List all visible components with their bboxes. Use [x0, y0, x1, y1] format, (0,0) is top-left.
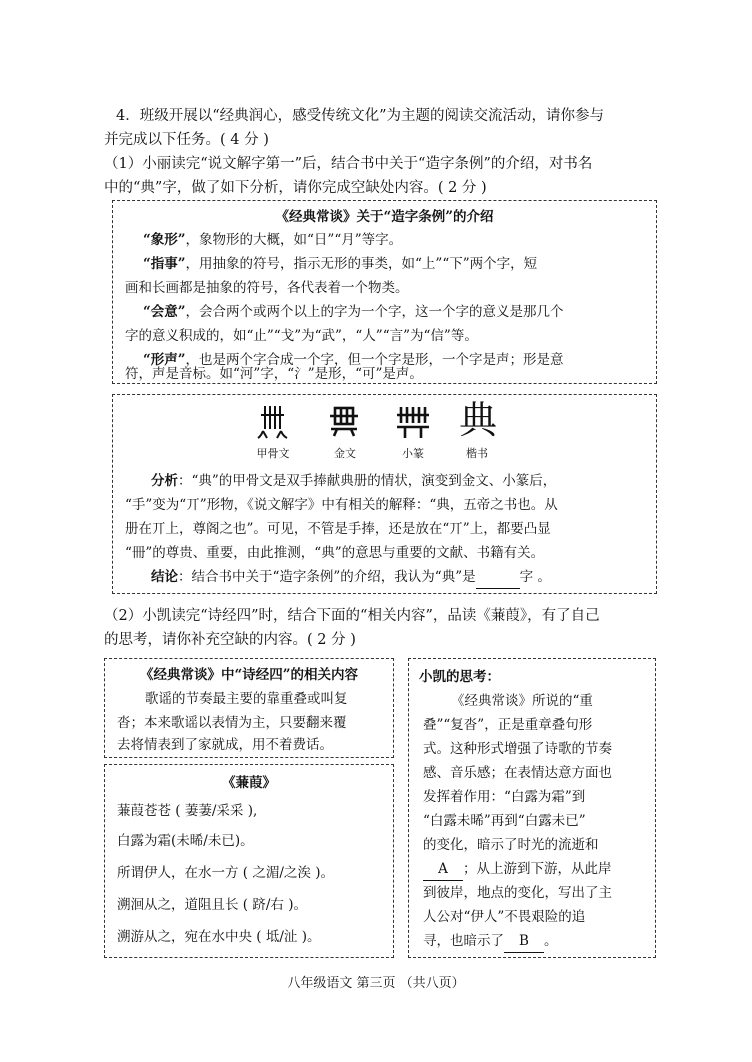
- poem-title: 《蒹葭》: [222, 775, 276, 791]
- xingsheng-line2: 符，声是音标。如“河”字，“氵”是形，“可”是声。: [125, 366, 423, 382]
- box1-title: 《经典常谈》关于“造字条例”的介绍: [275, 209, 494, 225]
- blank-a[interactable]: A: [423, 859, 463, 881]
- q4-intro-line2: 并完成以下任务。( 4 分 ): [104, 132, 269, 148]
- box3-line1: 歌谣的节奏最主要的靠重叠或叫复: [145, 691, 348, 707]
- xingsheng-line: “形声”，也是两个字合成一个字，但一个字是形，一个字是声；形是意: [143, 352, 564, 368]
- poem-line3: 所谓伊人，在水一方 ( 之湄/之涘 )。: [117, 865, 334, 881]
- box3-title: 《经典常谈》中“诗经四”的相关内容: [139, 667, 359, 683]
- zhishi-line: “指事”，用抽象的符号，指示无形的事类，如“上”“下”两个字，短: [143, 256, 538, 272]
- think-line10: 人公对“伊人”不畏艰险的追: [423, 909, 586, 925]
- label-xiaozhuan: 小篆: [402, 447, 424, 460]
- label-jinwen: 金文: [334, 447, 356, 460]
- think-line1: 《经典常谈》所说的“重: [451, 693, 593, 709]
- think-line9: 到彼岸，地点的变化，写出了主: [423, 885, 612, 901]
- huiyi-line2: 字的意义积成的，如“止”“戈”为“武”，“人”“言”为“信”等。: [125, 328, 478, 344]
- xiangxing-line: “象形”，象物形的大概，如“日”“月”等字。: [143, 232, 403, 248]
- poem-line2: 白露为霜(未晞/未已)。: [117, 833, 254, 849]
- kaishu-dian-glyph: 典: [458, 398, 497, 442]
- think-line3: 式。这种形式增强了诗歌的节奏: [423, 741, 612, 757]
- think-line7: 的变化，暗示了时光的流逝和: [423, 837, 599, 853]
- label-kaishu: 楷书: [466, 447, 488, 460]
- zaozi-tiaoli-box: [112, 200, 657, 384]
- page-footer: 八年级语文 第三页 （共八页）: [287, 976, 465, 991]
- q4-intro-line1: 4．班级开展以“经典润心，感受传统文化”为主题的阅读交流活动，请你参与: [116, 108, 605, 124]
- jiaguwen-dian-glyph: [255, 403, 291, 441]
- conclusion-line: 结论：结合书中关于“造字条例”的介绍，我认为“典”是 字 。: [151, 567, 551, 589]
- dian-analysis-box: [112, 394, 657, 594]
- blank-b[interactable]: B: [504, 931, 544, 953]
- poem-line1: 蒹葭苍苍 ( 萋萋/采采 ),: [117, 803, 258, 819]
- zhishi-line2: 画和长画都是抽象的符号，各代表着一个物类。: [125, 280, 409, 296]
- huiyi-line: “会意”，会合两个或两个以上的字为一个字，这一个字的意义是那几个: [143, 304, 564, 320]
- think-line6: “白露未晞”再到“白露未已”: [423, 813, 586, 829]
- think-line4: 感、音乐感；在表情达意方面也: [423, 765, 612, 781]
- q4-part2-line2: 的思考，请你补充空缺的内容。( 2 分 ): [104, 632, 356, 648]
- q4-part2-line1: （2）小凯读完“诗经四”时，结合下面的“相关内容”，品读《蒹葭》，有了自己: [104, 608, 600, 624]
- xiaokai-thinking-box: [408, 658, 656, 958]
- think-line8: A ；从上游到下游，从此岸: [423, 859, 612, 881]
- think-line11: 寻，也暗示了 B 。: [423, 931, 558, 953]
- box3-line2: 沓；本来歌谣以表情为主，只要翻来覆: [117, 715, 347, 731]
- analysis-line3: 册在丌上，尊阁之也”。可见，不管是手捧，还是放在“丌”上，都要凸显: [125, 521, 551, 537]
- analysis-line2: “手”变为“丌”形物，《说文解字》中有相关的解释：“典，五帝之书也。从: [125, 497, 558, 513]
- jianjia-poem-box: [104, 764, 394, 958]
- think-line5: 发挥着作用：“白露为霜”到: [423, 789, 586, 805]
- box3-line3: 去将情表到了家就成，用不着费话。: [117, 737, 333, 753]
- analysis-line4: “冊”的尊贵、重要，由此推测，“典”的意思与重要的文献、书籍有关。: [125, 545, 545, 561]
- analysis-line1: 分析：“典”的甲骨文是双手捧献典册的情状，演变到金文、小篆后，: [151, 473, 557, 489]
- conclusion-blank[interactable]: [476, 567, 520, 589]
- poem-line4: 溯洄从之，道阻且长 ( 跻/右 )。: [117, 897, 307, 913]
- jinwen-dian-glyph: [326, 405, 362, 439]
- poem-line5: 溯游从之，宛在水中央 ( 坻/沚 )。: [117, 929, 321, 945]
- q4-part1-line1: （1）小丽读完“说文解字第一”后，结合书中关于“造字条例”的介绍，对书名: [104, 156, 593, 172]
- box5-title: 小凯的思考：: [419, 669, 500, 685]
- label-jiaguwen: 甲骨文: [256, 447, 290, 460]
- think-line2: 叠”“复沓”，正是重章叠句形: [423, 717, 593, 733]
- shijing-related-box: [104, 658, 394, 758]
- q4-part1-line2: 中的“典”字，做了如下分析，请你完成空缺处内容。( 2 分 ): [104, 180, 487, 196]
- xiaozhuan-dian-glyph: [393, 403, 433, 441]
